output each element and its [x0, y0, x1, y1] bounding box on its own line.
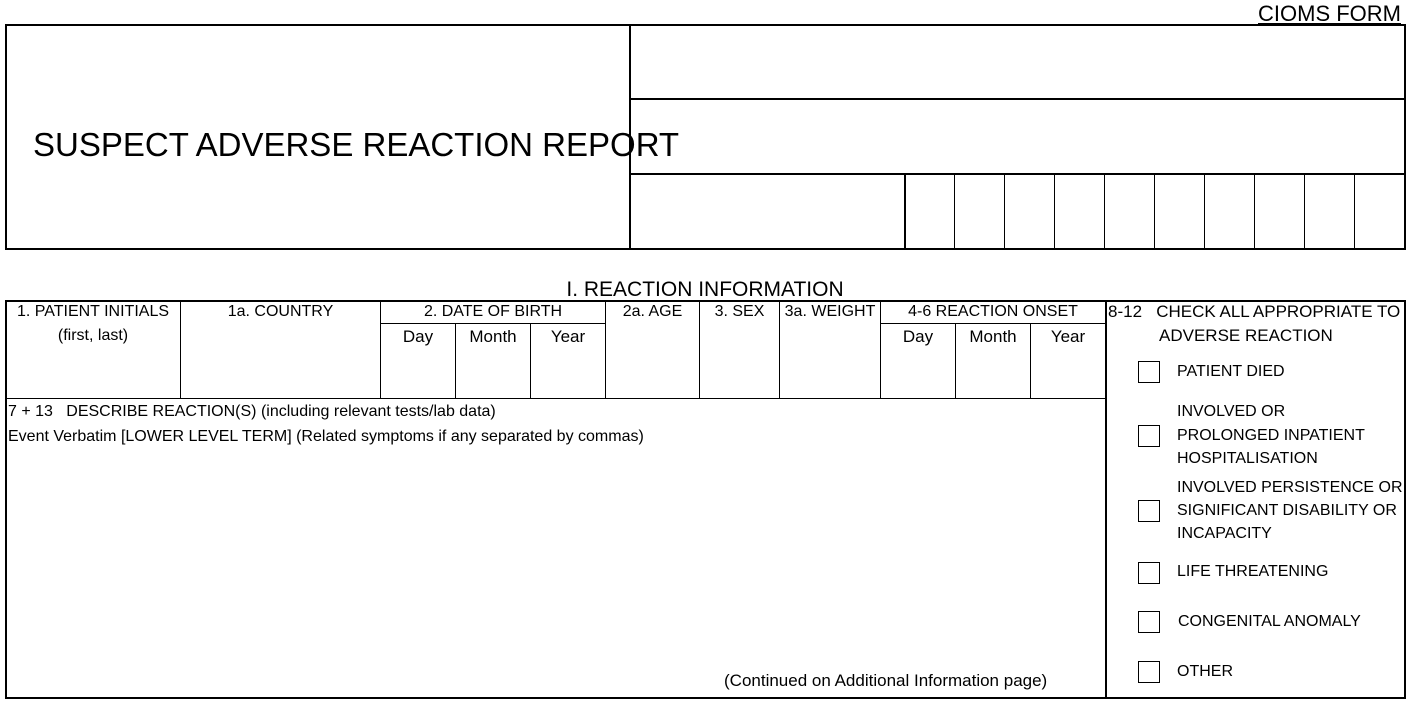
onset-subheader-line	[880, 323, 1105, 324]
country-label: 1a. COUNTRY	[227, 303, 334, 320]
hospitalisation-label-1: INVOLVED OR	[1177, 403, 1286, 420]
report-title: SUSPECT ADVERSE REACTION REPORT	[33, 126, 680, 163]
dob-year-label: Year	[550, 327, 586, 346]
hospitalisation-label-2: PROLONGED INPATIENT	[1177, 427, 1365, 444]
header-row-line-1	[629, 98, 1406, 100]
other-checkbox[interactable]	[1138, 661, 1160, 683]
checks-panel-divider	[1105, 300, 1107, 699]
checks-heading-2: ADVERSE REACTION	[1159, 326, 1333, 345]
onset-year-label: Year	[1050, 327, 1086, 346]
patient-died-checkbox[interactable]	[1138, 361, 1160, 383]
dob-label: 2. DATE OF BIRTH	[423, 303, 563, 320]
code-box-divider	[1354, 173, 1355, 250]
hospitalisation-label-3: HOSPITALISATION	[1177, 450, 1318, 467]
age-label: 2a. AGE	[622, 303, 683, 320]
sex-label: 3. SEX	[714, 303, 765, 320]
hospitalisation-checkbox[interactable]	[1138, 425, 1160, 447]
code-box-divider	[904, 173, 906, 250]
dob-month-label: Month	[469, 327, 517, 346]
code-box-divider	[1004, 173, 1005, 250]
code-box-divider	[1304, 173, 1305, 250]
code-box-divider	[1204, 173, 1205, 250]
code-box-divider	[1154, 173, 1155, 250]
dob-day-label: Day	[402, 327, 434, 346]
form-name: CIOMS FORM	[1258, 1, 1401, 26]
describe-reaction-label: 7 + 13 DESCRIBE REACTION(S) (including relevant tests/lab data)	[8, 403, 496, 420]
patient-row-bottom	[5, 398, 1105, 399]
disability-checkbox[interactable]	[1138, 500, 1160, 522]
other-label: OTHER	[1177, 663, 1233, 680]
onset-label: 4-6 REACTION ONSET	[908, 303, 1078, 320]
patient-died-label: PATIENT DIED	[1177, 363, 1285, 380]
date-subheader-line	[380, 323, 605, 324]
patient-initials-sublabel: (first, last)	[57, 327, 129, 344]
onset-month-label: Month	[969, 327, 1017, 346]
congenital-anomaly-checkbox[interactable]	[1138, 611, 1160, 633]
code-box-divider	[1054, 173, 1055, 250]
life-threatening-checkbox[interactable]	[1138, 562, 1160, 584]
patient-initials-label: 1. PATIENT INITIALS	[16, 303, 170, 320]
disability-label-2: SIGNIFICANT DISABILITY OR	[1177, 502, 1397, 519]
onset-day-label: Day	[902, 327, 934, 346]
header-row-line-2	[629, 173, 1406, 175]
code-box-divider	[1254, 173, 1255, 250]
section-title: I. REACTION INFORMATION	[566, 278, 844, 301]
code-box-divider	[954, 173, 955, 250]
life-threatening-label: LIFE THREATENING	[1177, 563, 1329, 580]
disability-label-1: INVOLVED PERSISTENCE OR	[1177, 479, 1403, 496]
checks-heading: 8-12 CHECK ALL APPROPRIATE TO	[1108, 302, 1401, 321]
congenital-anomaly-label: CONGENITAL ANOMALY	[1178, 613, 1361, 630]
code-box-divider	[1104, 173, 1105, 250]
event-verbatim-label: Event Verbatim [LOWER LEVEL TERM] (Related symptoms if any separated by commas)	[8, 428, 644, 445]
disability-label-3: INCAPACITY	[1177, 525, 1272, 542]
continued-note: (Continued on Additional Information page)	[724, 671, 1048, 690]
weight-label: 3a. WEIGHT	[784, 303, 876, 320]
